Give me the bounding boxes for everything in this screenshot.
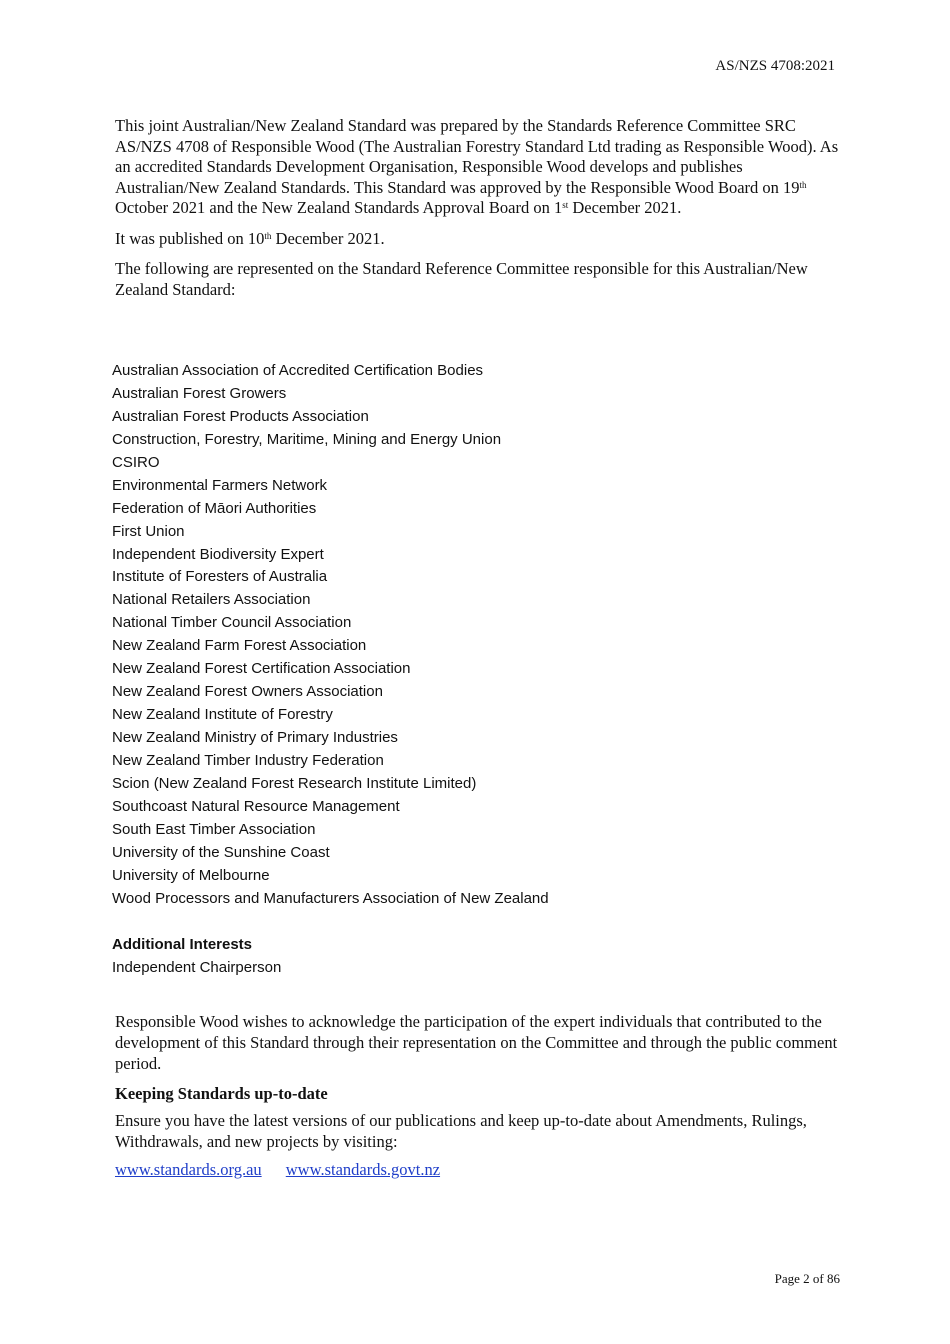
keeping-standards-heading: Keeping Standards up-to-date xyxy=(115,1084,328,1103)
document-id: AS/NZS 4708:2021 xyxy=(715,58,835,74)
list-item: New Zealand Forest Owners Association xyxy=(112,683,383,701)
list-item: Wood Processors and Manufacturers Association of New Zealand xyxy=(112,889,549,907)
intro-paragraph-published: It was published on 10th December 2021. xyxy=(115,228,385,248)
list-item: Independent Chairperson xyxy=(112,959,282,976)
list-item: CSIRO xyxy=(112,453,160,471)
list-item: Australian Association of Accredited Certification Bodies xyxy=(112,362,484,379)
list-item: New Zealand Ministry of Primary Industries xyxy=(112,729,398,746)
acknowledgement-section xyxy=(115,1011,845,1180)
intro-section xyxy=(115,116,840,310)
list-item: Independent Biodiversity Expert xyxy=(112,545,324,563)
list-item: Scion (New Zealand Forest Research Institute Limited) xyxy=(112,774,477,792)
list-item: New Zealand Farm Forest Association xyxy=(112,637,367,655)
committee-member-list xyxy=(112,360,549,911)
additional-interests-section xyxy=(112,933,281,979)
list-item: Southcoast Natural Resource Management xyxy=(112,797,400,815)
list-item: First Union xyxy=(112,522,185,540)
list-item: New Zealand Institute of Forestry xyxy=(112,706,333,724)
list-item: University of Melbourne xyxy=(112,866,270,884)
list-item: New Zealand Forest Certification Association xyxy=(112,660,411,678)
list-item: Federation of Māori Authorities xyxy=(112,499,317,517)
additional-interests-heading: Additional Interests xyxy=(112,936,253,953)
list-item: Construction, Forestry, Maritime, Mining and Energy Union xyxy=(112,430,502,448)
list-item: National Timber Council Association xyxy=(112,614,352,632)
intro-paragraph-represented: The following are represented on the Standard Reference Committee responsible for this Australian/New Zealand Standard: xyxy=(115,259,808,299)
website-links xyxy=(115,1159,845,1180)
list-item: Australian Forest Growers xyxy=(112,384,287,402)
list-item: University of the Sunshine Coast xyxy=(112,843,330,861)
list-item: Australian Forest Products Association xyxy=(112,407,369,425)
intro-paragraph-approval: This joint Australian/New Zealand Standard was prepared by the Standards Reference Committee SRC AS/NZS 4708 of Responsible Wood (The Australian Forestry Standard Ltd trading as Responsible Wood). As an accredited Standards Development Organisation, Responsible Wood develops and publishes Australian/New Zealand Standards. This Standard was approved by the Responsible Wood Board on 19th October 2021 and the New Zealand Standards Approval Board on 1st December 2021. xyxy=(115,116,839,217)
keeping-standards-text: Ensure you have the latest versions of our publications and keep up-to-date about Amendments, Rulings, Withdrawals, and new projects by visiting: xyxy=(115,1111,807,1151)
list-item: Institute of Foresters of Australia xyxy=(112,568,328,586)
acknowledgement-paragraph: Responsible Wood wishes to acknowledge the participation of the expert individuals that contributed to the development of this Standard through their representation on the Committee and through the public comment period. xyxy=(115,1012,838,1073)
page-number: Page 2 of 86 xyxy=(774,1271,840,1286)
list-item: Environmental Farmers Network xyxy=(112,476,328,494)
list-item: National Retailers Association xyxy=(112,591,311,609)
standards-au-link[interactable]: www.standards.org.au xyxy=(115,1160,262,1179)
standards-nz-link[interactable]: www.standards.govt.nz xyxy=(285,1160,441,1179)
list-item: New Zealand Timber Industry Federation xyxy=(112,751,384,769)
list-item: South East Timber Association xyxy=(112,820,316,838)
